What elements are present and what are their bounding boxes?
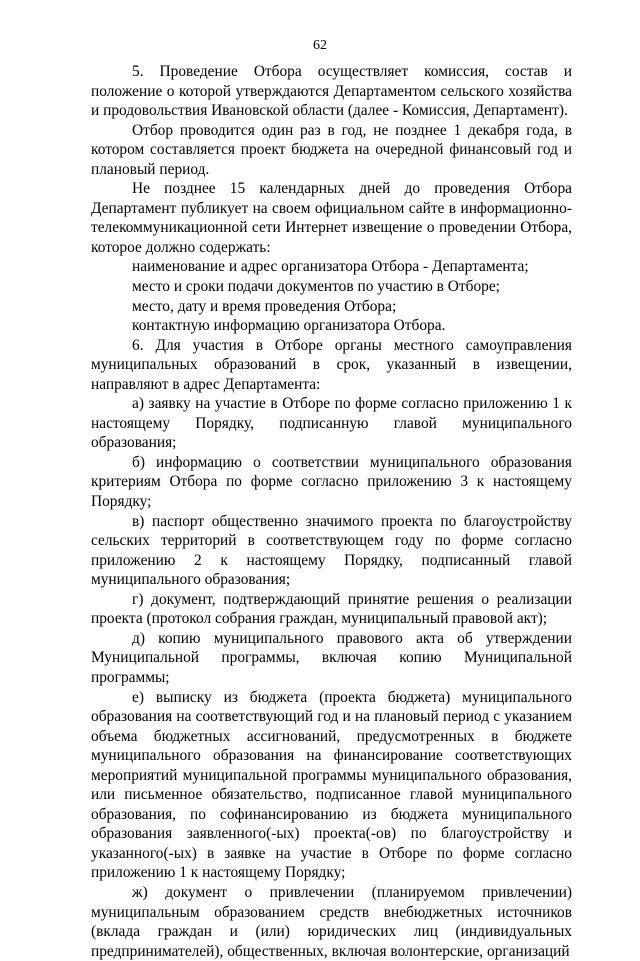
list-item-g-decision-document: г) документ, подтверждающий принятие решения о реализации проекта (протокол собрания граждан, муниципальный правовой акт);: [91, 590, 572, 628]
list-item-zh-extrabudgetary-funds: ж) документ о привлечении (планируемом привлечении) муниципальным образованием средств внебюджетных источников (вклада граждан и (или) юридических лиц (индивидуальных предпринимателей), общественных, включая волонтерские, организаций: [91, 883, 572, 960]
paragraph-selection-timing: Отбор проводится один раз в год, не позднее 1 декабря года, в котором составляется проект бюджета на очередной финансовый год и плановый период.: [91, 121, 572, 178]
paragraph-6-participation: 6. Для участия в Отборе органы местного самоуправления муниципальных образований в срок, указанный в извещении, направляют в адрес Департамента:: [91, 336, 572, 393]
list-item-d-program-act: д) копию муниципального правового акта об утверждении Муниципальной программы, включая копию Муниципальной программы;: [91, 629, 572, 686]
page-number: 62: [313, 38, 327, 53]
list-item-submission-place: место и сроки подачи документов по участию в Отборе;: [132, 278, 500, 296]
list-item-contact-info: контактную информацию организатора Отбора.: [132, 317, 446, 335]
document-body: [91, 62, 572, 961]
paragraph-notice-publication: Не позднее 15 календарных дней до проведения Отбора Департамент публикует на своем официальном сайте в информационно-телекоммуникационной сети Интернет извещение о проведении Отбора, которое должно содержать:: [91, 180, 572, 256]
paragraph-5-commission: 5. Проведение Отбора осуществляет комиссия, состав и положение о которой утверждаются Департаментом сельского хозяйства и продовольствия Ивановской области (далее - Комиссия, Департамент).: [91, 63, 572, 120]
list-item-organizer-name: наименование и адрес организатора Отбора - Департамента;: [132, 258, 529, 276]
list-item-e-budget-extract: е) выписку из бюджета (проекта бюджета) муниципального образования на соответствующий год и на плановый период с указанием объема бюджетных ассигнований, предусмотренных в бюджете муниципального образования на финансирование соответствующих мероприятий муниципальной программы муниципального образования, или письменное обязательство, подписанное главой муниципального образования, по софинансированию из бюджета муниципального образования заявленного(-ых) проекта(-ов) по благоустройству и указанного(-ых) в заявке на участие в Отборе по форме согласно приложению 1 к настоящему Порядку;: [91, 688, 572, 882]
list-item-v-project-passport: в) паспорт общественно значимого проекта по благоустройству сельских территорий в соответствующем году по форме согласно приложению 2 к настоящему Порядку, подписанный главой муниципального образования;: [91, 512, 572, 589]
list-item-a-application: а) заявку на участие в Отборе по форме согласно приложению 1 к настоящему Порядку, подписанную главой муниципального образования;: [91, 395, 572, 452]
list-item-selection-place-date: место, дату и время проведения Отбора;: [132, 297, 397, 315]
list-item-b-criteria-info: б) информацию о соответствии муниципального образования критериям Отбора по форме согласно приложению 3 к настоящему Порядку;: [91, 453, 572, 511]
